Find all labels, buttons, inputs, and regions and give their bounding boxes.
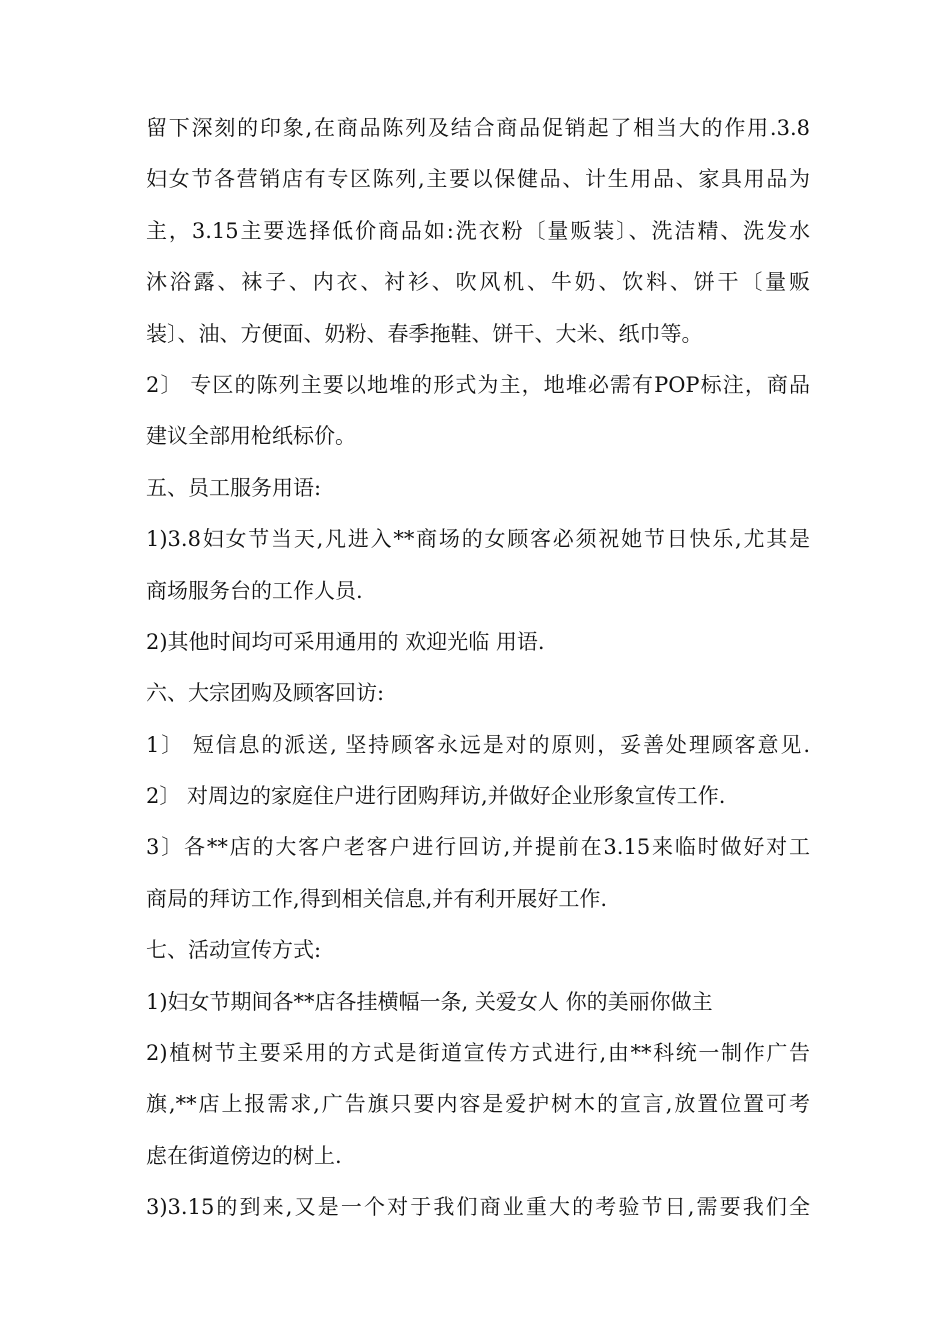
document-body [146, 103, 810, 1234]
text-line: 装〕、油、方便面、奶粉、春季拖鞋、饼干、大米、纸巾等。 [146, 321, 703, 346]
text-line: 六、大宗团购及顾客回访: [146, 681, 385, 706]
text-line: 妇女节各营销店有专区陈列,主要以保健品、计生用品、家具用品为 [146, 167, 810, 192]
text-line: 建议全部用枪纸标价。 [146, 424, 356, 449]
text-line: 五、员工服务用语: [146, 475, 322, 500]
text-line: 1)妇女节期间各**店各挂横幅一条, 关爱女人 你的美丽你做主 [146, 989, 713, 1014]
text-line: 1〕 短信息的派送, 坚持顾客永远是对的原则，妥善处理顾客意见. [146, 732, 810, 757]
text-line: 沐浴露、袜子、内衣、衬衫、吹风机、牛奶、饮料、饼干〔量贩 [146, 270, 810, 295]
text-line: 2)其他时间均可采用通用的 欢迎光临 用语. [146, 629, 545, 654]
text-line: 2〕 对周边的家庭住户进行团购拜访,并做好企业形象宣传工作. [146, 784, 726, 809]
text-line: 虑在街道傍边的树上. [146, 1143, 342, 1168]
text-line: 旗,**店上报需求,广告旗只要内容是爱护树木的宣言,放置位置可考 [146, 1092, 810, 1117]
text-line: 七、活动宣传方式: [146, 938, 322, 963]
text-line: 2)植树节主要采用的方式是街道宣传方式进行,由**科统一制作广告 [146, 1041, 810, 1066]
text-line: 主，3.15主要选择低价商品如:洗衣粉〔量贩装〕、洗洁精、洗发水 [146, 218, 810, 243]
text-line: 留下深刻的印象,在商品陈列及结合商品促销起了相当大的作用.3.8 [146, 116, 810, 140]
text-line: 商场服务台的工作人员. [146, 578, 363, 603]
text-line: 2〕 专区的陈列主要以地堆的形式为主，地堆必需有POP标注，商品 [146, 372, 810, 397]
text-line: 商局的拜访工作,得到相关信息,并有利开展好工作. [146, 886, 608, 911]
text-line: 1)3.8妇女节当天,凡进入**商场的女顾客必须祝她节日快乐,尤其是 [146, 527, 810, 552]
text-line: 3)3.15的到来,又是一个对于我们商业重大的考验节日,需要我们全 [146, 1195, 810, 1220]
text-line: 3〕各**店的大客户老客户进行回访,并提前在3.15来临时做好对工 [146, 835, 810, 860]
